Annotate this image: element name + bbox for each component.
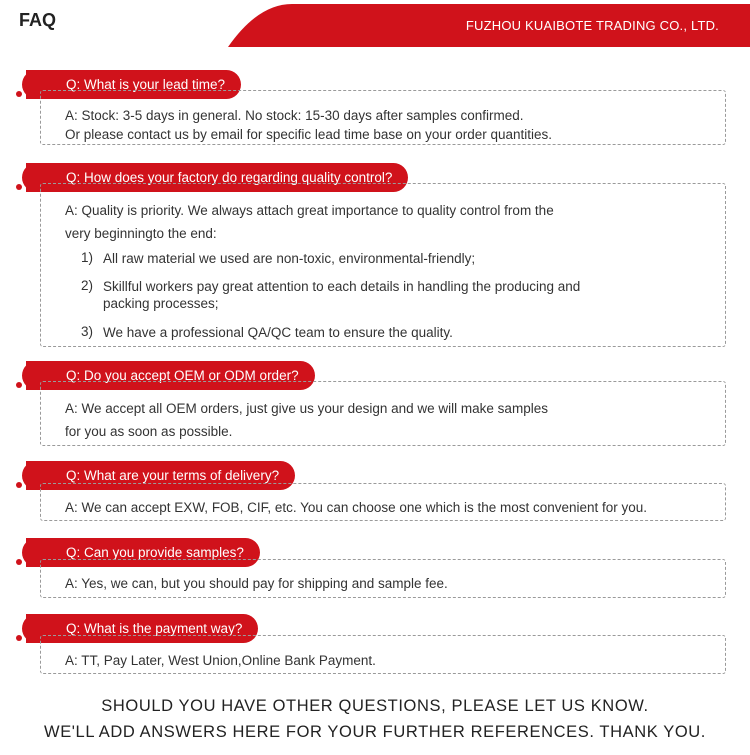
answer-line: A: Stock: 3-5 days in general. No stock: 15-30 days after samples confirmed. (65, 108, 524, 123)
list-number: 3) (81, 324, 94, 339)
answer-line: very beginningto the end: (65, 226, 217, 241)
list-number: 1) (81, 250, 94, 265)
faq-question: Q: What are your terms of delivery? (26, 461, 295, 490)
faq-title: FAQ (19, 10, 57, 30)
answer-line: A: Yes, we can, but you should pay for shipping and sample fee. (65, 576, 448, 591)
faq-question: Q: Can you provide samples? (26, 538, 260, 567)
answer-line: A: TT, Pay Later, West Union,Online Bank Payment. (65, 653, 376, 668)
page-header (0, 0, 750, 47)
faq-question: Q: How does your factory do regarding quality control? (26, 163, 408, 192)
answer-line: A: We accept all OEM orders, just give us your design and we will make samples (65, 401, 548, 416)
footer-line-1: SHOULD YOU HAVE OTHER QUESTIONS, PLEASE LET US KNOW. (101, 697, 649, 715)
answer-line: A: Quality is priority. We always attach great importance to quality control from the (65, 203, 554, 218)
faq-question: Q: Do you accept OEM or ODM order? (26, 361, 315, 390)
faq-answer-box (40, 559, 726, 598)
company-name: FUZHOU KUAIBOTE TRADING CO., LTD. (465, 18, 719, 33)
faq-question: Q: What is the payment way? (26, 614, 258, 643)
answer-line: Or please contact us by email for specific lead time base on your order quantities. (65, 127, 552, 142)
answer-line: A: We can accept EXW, FOB, CIF, etc. You can choose one which is the most convenient for you. (65, 500, 648, 515)
faq-answer-box (40, 381, 726, 446)
faq-question: Q: What is your lead time? (26, 70, 241, 99)
list-item: All raw material we used are non-toxic, environmental-friendly; (103, 251, 476, 266)
list-item: Skillful workers pay great attention to each details in handling the producing and packing processes; (103, 279, 581, 311)
list-number: 2) (81, 278, 94, 293)
faq-answer-box (40, 90, 726, 145)
faq-answer-box (40, 183, 726, 347)
footer-line-2: WE'LL ADD ANSWERS HERE FOR YOUR FURTHER REFERENCES. THANK YOU. (44, 723, 706, 741)
answer-line: for you as soon as possible. (65, 424, 233, 439)
faq-answer-box (40, 635, 726, 674)
list-item: We have a professional QA/QC team to ensure the quality. (103, 325, 453, 340)
faq-answer-box (40, 483, 726, 521)
